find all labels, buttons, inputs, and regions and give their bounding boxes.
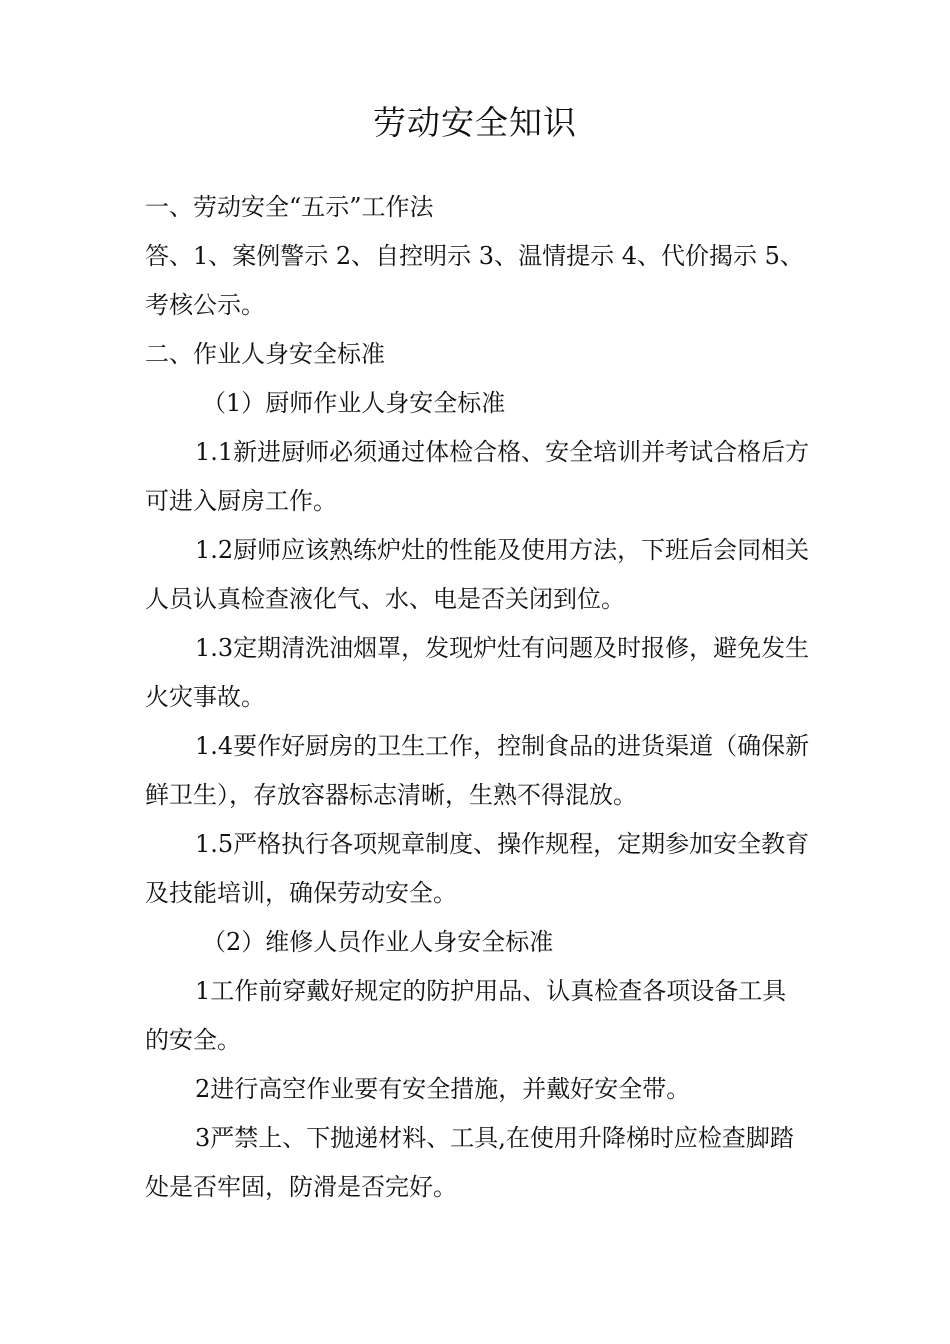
clause-m-3: 3严禁上、下抛递材料、工具,在使用升降梯时应检查脚踏处是否牢固，防滑是否完好。: [145, 1124, 794, 1201]
subsection-heading-chef: （1）厨师作业人身安全标准: [202, 389, 506, 417]
section-heading-1: 一、劳动安全“五示”工作法: [145, 193, 434, 221]
clause-m-2: 2进行高空作业要有安全措施，并戴好安全带。: [195, 1075, 691, 1103]
section-heading-2: 二、作业人身安全标准: [145, 340, 385, 368]
document-body: [145, 183, 810, 1212]
clause-1-5: 1.5严格执行各项规章制度、操作规程，定期参加安全教育及技能培训，确保劳动安全。: [145, 830, 810, 907]
subsection-heading-maintenance: （2）维修人员作业人身安全标准: [202, 928, 554, 956]
document-title: 劳动安全知识: [373, 103, 577, 142]
clause-1-3: 1.3定期清洗油烟罩，发现炉灶有问题及时报修，避免发生火灾事故。: [145, 634, 810, 711]
clause-m-1: 1工作前穿戴好规定的防护用品、认真检查各项设备工具的安全。: [145, 977, 787, 1054]
clause-1-4: 1.4要作好厨房的卫生工作，控制食品的进货渠道（确保新鲜卫生），存放容器标志清晰，生熟不得混放。: [145, 732, 810, 809]
clause-1-1: 1.1新进厨师必须通过体检合格、安全培训并考试合格后方可进入厨房工作。: [145, 438, 810, 515]
answer-paragraph: 答、1、案例警示 2、自控明示 3、温情提示 4、代价揭示 5、考核公示。: [145, 242, 804, 319]
clause-1-2: 1.2厨师应该熟练炉灶的性能及使用方法，下班后会同相关人员认真检查液化气、水、电是否关闭到位。: [145, 536, 810, 613]
